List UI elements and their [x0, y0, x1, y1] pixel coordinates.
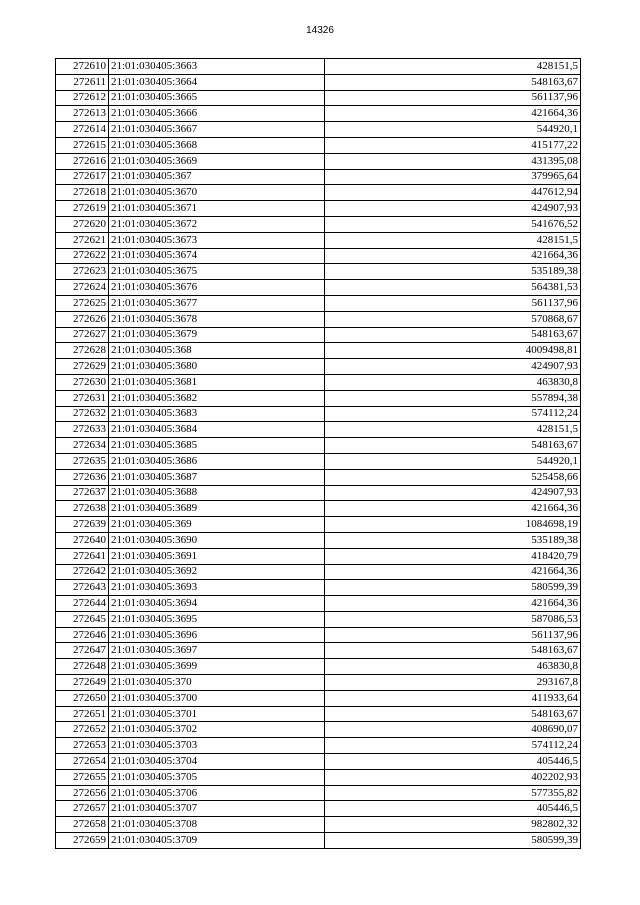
table-row: [56, 295, 581, 311]
cadastral-value-cell: 424907,93: [325, 359, 581, 375]
cadastral-number-cell: 21:01:030405:3668: [109, 137, 325, 153]
cadastral-number-cell: 21:01:030405:369: [109, 517, 325, 533]
table-row: [56, 390, 581, 406]
cadastral-value-cell: 408690,07: [325, 722, 581, 738]
cadastral-number-cell: 21:01:030405:367: [109, 169, 325, 185]
cadastral-number-cell: 21:01:030405:3700: [109, 690, 325, 706]
table-row: [56, 596, 581, 612]
cadastral-value-cell: 424907,93: [325, 201, 581, 217]
table-row: [56, 311, 581, 327]
cadastral-number-cell: 21:01:030405:3707: [109, 801, 325, 817]
row-number-cell: 272631: [56, 390, 109, 406]
row-number-cell: 272632: [56, 406, 109, 422]
row-number-cell: 272625: [56, 295, 109, 311]
row-number-cell: 272627: [56, 327, 109, 343]
cadastral-number-cell: 21:01:030405:3666: [109, 106, 325, 122]
cadastral-value-table: [55, 58, 581, 849]
cadastral-number-cell: 21:01:030405:3689: [109, 501, 325, 517]
row-number-cell: 272618: [56, 185, 109, 201]
table-row: [56, 137, 581, 153]
cadastral-value-cell: 548163,67: [325, 327, 581, 343]
row-number-cell: 272612: [56, 90, 109, 106]
cadastral-number-cell: 21:01:030405:3693: [109, 580, 325, 596]
cadastral-number-cell: 21:01:030405:3665: [109, 90, 325, 106]
row-number-cell: 272615: [56, 137, 109, 153]
cadastral-value-cell: 415177,22: [325, 137, 581, 153]
row-number-cell: 272638: [56, 501, 109, 517]
cadastral-number-cell: 21:01:030405:3704: [109, 754, 325, 770]
cadastral-value-cell: 405446,5: [325, 754, 581, 770]
table-row: [56, 201, 581, 217]
row-number-cell: 272644: [56, 596, 109, 612]
table-row: [56, 785, 581, 801]
table-row: [56, 280, 581, 296]
cadastral-number-cell: 21:01:030405:3681: [109, 374, 325, 390]
table-row: [56, 643, 581, 659]
table-row: [56, 74, 581, 90]
row-number-cell: 272645: [56, 611, 109, 627]
table-row: [56, 627, 581, 643]
cadastral-number-cell: 21:01:030405:3669: [109, 153, 325, 169]
table-row: [56, 406, 581, 422]
row-number-cell: 272656: [56, 785, 109, 801]
cadastral-value-cell: 431395,08: [325, 153, 581, 169]
cadastral-value-cell: 428151,5: [325, 422, 581, 438]
row-number-cell: 272614: [56, 122, 109, 138]
table-row: [56, 232, 581, 248]
cadastral-value-cell: 421664,36: [325, 106, 581, 122]
table-row: [56, 106, 581, 122]
cadastral-value-cell: 982802,32: [325, 817, 581, 833]
row-number-cell: 272658: [56, 817, 109, 833]
cadastral-number-cell: 21:01:030405:3705: [109, 769, 325, 785]
table-row: [56, 327, 581, 343]
cadastral-value-cell: 577355,82: [325, 785, 581, 801]
cadastral-value-cell: 580599,39: [325, 833, 581, 849]
table-row: [56, 817, 581, 833]
cadastral-value-cell: 574112,24: [325, 406, 581, 422]
cadastral-number-cell: 21:01:030405:3663: [109, 59, 325, 75]
cadastral-value-cell: 548163,67: [325, 438, 581, 454]
cadastral-value-cell: 535189,38: [325, 532, 581, 548]
row-number-cell: 272611: [56, 74, 109, 90]
cadastral-value-cell: 561137,96: [325, 627, 581, 643]
table-row: [56, 264, 581, 280]
row-number-cell: 272649: [56, 675, 109, 691]
table-row: [56, 564, 581, 580]
row-number-cell: 272647: [56, 643, 109, 659]
cadastral-number-cell: 21:01:030405:3678: [109, 311, 325, 327]
cadastral-value-cell: 570868,67: [325, 311, 581, 327]
cadastral-value-cell: 535189,38: [325, 264, 581, 280]
table-row: [56, 517, 581, 533]
table-row: [56, 185, 581, 201]
cadastral-value-cell: 564381,53: [325, 280, 581, 296]
cadastral-number-cell: 21:01:030405:3680: [109, 359, 325, 375]
cadastral-number-cell: 21:01:030405:3664: [109, 74, 325, 90]
table-row: [56, 769, 581, 785]
table-row: [56, 580, 581, 596]
cadastral-value-cell: 418420,79: [325, 548, 581, 564]
table-row: [56, 501, 581, 517]
cadastral-value-cell: 561137,96: [325, 90, 581, 106]
table-row: [56, 833, 581, 849]
cadastral-value-cell: 424907,93: [325, 485, 581, 501]
cadastral-number-cell: 21:01:030405:3671: [109, 201, 325, 217]
cadastral-value-cell: 402202,93: [325, 769, 581, 785]
table-row: [56, 469, 581, 485]
row-number-cell: 272641: [56, 548, 109, 564]
cadastral-value-cell: 421664,36: [325, 596, 581, 612]
cadastral-number-cell: 21:01:030405:3687: [109, 469, 325, 485]
row-number-cell: 272636: [56, 469, 109, 485]
table-row: [56, 532, 581, 548]
cadastral-number-cell: 21:01:030405:3703: [109, 738, 325, 754]
row-number-cell: 272650: [56, 690, 109, 706]
cadastral-value-cell: 541676,52: [325, 216, 581, 232]
cadastral-value-cell: 4009498,81: [325, 343, 581, 359]
cadastral-value-cell: 544920,1: [325, 453, 581, 469]
row-number-cell: 272634: [56, 438, 109, 454]
table-row: [56, 738, 581, 754]
cadastral-number-cell: 21:01:030405:3701: [109, 706, 325, 722]
cadastral-value-cell: 447612,94: [325, 185, 581, 201]
row-number-cell: 272616: [56, 153, 109, 169]
table-row: [56, 706, 581, 722]
table-row: [56, 453, 581, 469]
cadastral-value-cell: 428151,5: [325, 232, 581, 248]
table-row: [56, 90, 581, 106]
cadastral-value-cell: 293167,8: [325, 675, 581, 691]
cadastral-number-cell: 21:01:030405:3686: [109, 453, 325, 469]
table-row: [56, 722, 581, 738]
row-number-cell: 272648: [56, 659, 109, 675]
row-number-cell: 272643: [56, 580, 109, 596]
table-body: [56, 59, 581, 849]
row-number-cell: 272619: [56, 201, 109, 217]
table-row: [56, 754, 581, 770]
cadastral-number-cell: 21:01:030405:3667: [109, 122, 325, 138]
row-number-cell: 272628: [56, 343, 109, 359]
row-number-cell: 272613: [56, 106, 109, 122]
row-number-cell: 272622: [56, 248, 109, 264]
cadastral-value-cell: 525458,66: [325, 469, 581, 485]
table-row: [56, 548, 581, 564]
cadastral-value-cell: 580599,39: [325, 580, 581, 596]
row-number-cell: 272621: [56, 232, 109, 248]
row-number-cell: 272653: [56, 738, 109, 754]
table-row: [56, 343, 581, 359]
cadastral-value-cell: 587086,53: [325, 611, 581, 627]
row-number-cell: 272633: [56, 422, 109, 438]
cadastral-number-cell: 21:01:030405:3699: [109, 659, 325, 675]
row-number-cell: 272651: [56, 706, 109, 722]
cadastral-value-cell: 1084698,19: [325, 517, 581, 533]
cadastral-number-cell: 21:01:030405:3702: [109, 722, 325, 738]
table-row: [56, 690, 581, 706]
row-number-cell: 272640: [56, 532, 109, 548]
row-number-cell: 272652: [56, 722, 109, 738]
cadastral-number-cell: 21:01:030405:3706: [109, 785, 325, 801]
cadastral-value-cell: 548163,67: [325, 706, 581, 722]
cadastral-number-cell: 21:01:030405:3696: [109, 627, 325, 643]
row-number-cell: 272654: [56, 754, 109, 770]
cadastral-number-cell: 21:01:030405:3691: [109, 548, 325, 564]
row-number-cell: 272655: [56, 769, 109, 785]
cadastral-number-cell: 21:01:030405:3673: [109, 232, 325, 248]
cadastral-value-cell: 574112,24: [325, 738, 581, 754]
row-number-cell: 272642: [56, 564, 109, 580]
cadastral-number-cell: 21:01:030405:3675: [109, 264, 325, 280]
cadastral-value-cell: 548163,67: [325, 74, 581, 90]
cadastral-value-cell: 548163,67: [325, 643, 581, 659]
cadastral-value-cell: 428151,5: [325, 59, 581, 75]
row-number-cell: 272659: [56, 833, 109, 849]
row-number-cell: 272629: [56, 359, 109, 375]
page-number: 14326: [306, 25, 334, 36]
cadastral-number-cell: 21:01:030405:370: [109, 675, 325, 691]
cadastral-number-cell: 21:01:030405:3672: [109, 216, 325, 232]
row-number-cell: 272624: [56, 280, 109, 296]
cadastral-value-cell: 421664,36: [325, 248, 581, 264]
table-row: [56, 611, 581, 627]
cadastral-number-cell: 21:01:030405:3708: [109, 817, 325, 833]
row-number-cell: 272646: [56, 627, 109, 643]
cadastral-number-cell: 21:01:030405:3677: [109, 295, 325, 311]
cadastral-value-cell: 421664,36: [325, 564, 581, 580]
table-row: [56, 216, 581, 232]
cadastral-value-cell: 421664,36: [325, 501, 581, 517]
cadastral-number-cell: 21:01:030405:3688: [109, 485, 325, 501]
row-number-cell: 272635: [56, 453, 109, 469]
row-number-cell: 272617: [56, 169, 109, 185]
row-number-cell: 272630: [56, 374, 109, 390]
table-row: [56, 485, 581, 501]
cadastral-value-cell: 561137,96: [325, 295, 581, 311]
table-row: [56, 248, 581, 264]
cadastral-number-cell: 21:01:030405:3683: [109, 406, 325, 422]
cadastral-number-cell: 21:01:030405:3695: [109, 611, 325, 627]
cadastral-value-cell: 557894,38: [325, 390, 581, 406]
cadastral-number-cell: 21:01:030405:3676: [109, 280, 325, 296]
cadastral-value-cell: 411933,64: [325, 690, 581, 706]
cadastral-number-cell: 21:01:030405:368: [109, 343, 325, 359]
cadastral-number-cell: 21:01:030405:3674: [109, 248, 325, 264]
table-row: [56, 122, 581, 138]
cadastral-number-cell: 21:01:030405:3679: [109, 327, 325, 343]
table-row: [56, 374, 581, 390]
row-number-cell: 272637: [56, 485, 109, 501]
table-row: [56, 801, 581, 817]
table-row: [56, 659, 581, 675]
row-number-cell: 272610: [56, 59, 109, 75]
cadastral-number-cell: 21:01:030405:3709: [109, 833, 325, 849]
cadastral-number-cell: 21:01:030405:3684: [109, 422, 325, 438]
table-row: [56, 422, 581, 438]
table-row: [56, 59, 581, 75]
table-row: [56, 675, 581, 691]
row-number-cell: 272626: [56, 311, 109, 327]
table-row: [56, 359, 581, 375]
cadastral-number-cell: 21:01:030405:3697: [109, 643, 325, 659]
cadastral-number-cell: 21:01:030405:3670: [109, 185, 325, 201]
cadastral-number-cell: 21:01:030405:3690: [109, 532, 325, 548]
cadastral-value-cell: 544920,1: [325, 122, 581, 138]
cadastral-value-cell: 463830,8: [325, 659, 581, 675]
table-row: [56, 438, 581, 454]
table-row: [56, 169, 581, 185]
row-number-cell: 272639: [56, 517, 109, 533]
cadastral-number-cell: 21:01:030405:3682: [109, 390, 325, 406]
cadastral-value-cell: 379965,64: [325, 169, 581, 185]
cadastral-value-cell: 405446,5: [325, 801, 581, 817]
row-number-cell: 272657: [56, 801, 109, 817]
row-number-cell: 272623: [56, 264, 109, 280]
cadastral-number-cell: 21:01:030405:3692: [109, 564, 325, 580]
cadastral-number-cell: 21:01:030405:3694: [109, 596, 325, 612]
cadastral-value-cell: 463830,8: [325, 374, 581, 390]
cadastral-number-cell: 21:01:030405:3685: [109, 438, 325, 454]
table-row: [56, 153, 581, 169]
row-number-cell: 272620: [56, 216, 109, 232]
